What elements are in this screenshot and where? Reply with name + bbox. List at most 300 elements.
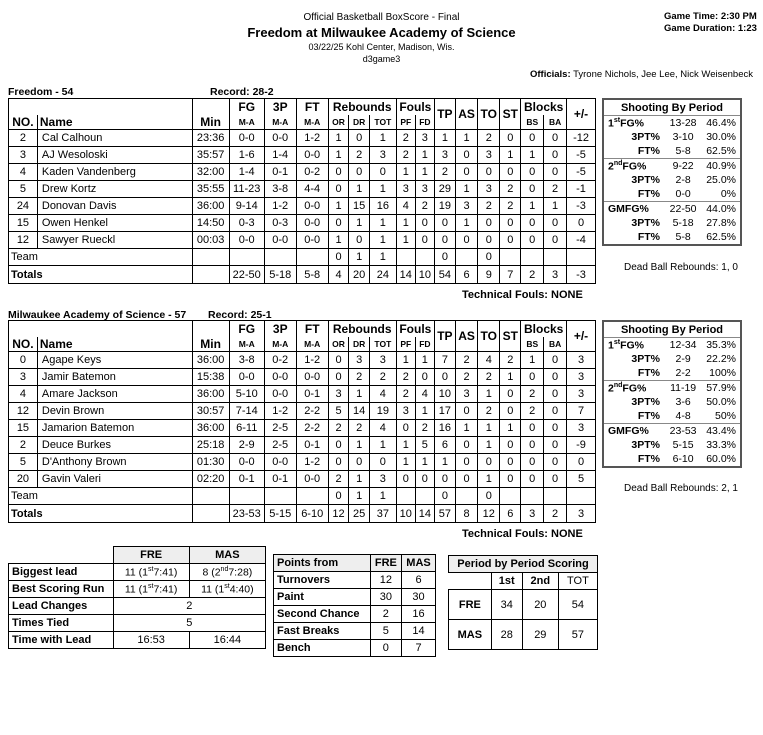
- team-to: 0: [478, 488, 500, 505]
- hdr-blocks: Blocks: [521, 321, 567, 338]
- team-pts: 0: [434, 488, 455, 505]
- player-min: 02:20: [192, 471, 229, 488]
- shooting-made-att: 12-34: [669, 339, 697, 351]
- hdr-ft: FT: [296, 321, 328, 338]
- player-pts: 10: [434, 386, 455, 403]
- player-fg: 9-14: [229, 198, 264, 215]
- shooting-made-att: 0-0: [675, 188, 691, 200]
- shooting-made-att: 23-53: [666, 424, 700, 439]
- player-tp: 0-0: [264, 232, 296, 249]
- hdr-blank: [192, 99, 229, 116]
- shooting-label: FT%: [637, 410, 660, 422]
- shooting-header-row: [603, 321, 741, 338]
- shooting-made-att: 11-19: [666, 381, 700, 396]
- player-fd: 1: [415, 352, 434, 369]
- player-name: Gavin Valeri: [37, 471, 192, 488]
- team-to: 0: [478, 249, 500, 266]
- stat-label: FG%: [622, 160, 647, 173]
- points-from-label: Fast Breaks: [274, 623, 371, 640]
- team-pts: 0: [434, 249, 455, 266]
- shooting-pct: 50.0%: [706, 396, 736, 408]
- player-or: 0: [328, 437, 349, 454]
- shooting-label: 3PT%: [631, 217, 660, 229]
- player-ba: 0: [544, 471, 567, 488]
- player-bs: 0: [521, 164, 544, 181]
- hdr-fouls: Fouls: [396, 321, 434, 338]
- player-as: 1: [455, 130, 477, 147]
- shooting-row: [603, 452, 741, 467]
- team-fg: [229, 249, 264, 266]
- team2-technical-fouls: Technical Fouls: NONE: [462, 528, 583, 540]
- hdr-or: OR: [328, 337, 349, 352]
- time-lead-label: Time with Lead: [9, 632, 114, 649]
- totals-bs: 2: [521, 266, 544, 284]
- player-dr: 14: [349, 403, 370, 420]
- player-ba: 2: [544, 181, 567, 198]
- player-as: 3: [455, 198, 477, 215]
- player-fd: 3: [415, 130, 434, 147]
- player-fg: 0-1: [229, 471, 264, 488]
- player-dr: 2: [349, 369, 370, 386]
- player-fg: 0-0: [229, 130, 264, 147]
- hdr-to: TO: [478, 321, 500, 352]
- shooting-label: 3PT%: [631, 439, 660, 451]
- period-label: 1: [608, 339, 614, 352]
- player-to: 0: [478, 215, 500, 232]
- points-from-mas: 16: [402, 606, 436, 623]
- player-min: 35:55: [192, 181, 229, 198]
- player-number: 12: [9, 232, 38, 249]
- player-pf: 1: [396, 454, 415, 471]
- points-from-row: [274, 589, 436, 606]
- player-as: 0: [455, 164, 477, 181]
- totals-pts: 54: [434, 266, 455, 284]
- player-pts: 6: [434, 437, 455, 454]
- player-as: 0: [455, 471, 477, 488]
- player-tot: 19: [369, 403, 396, 420]
- period-scoring-title: Period by Period Scoring: [449, 556, 598, 573]
- player-name: Jamir Batemon: [37, 369, 192, 386]
- player-bs: 0: [521, 232, 544, 249]
- best-run-label: Best Scoring Run: [9, 581, 114, 598]
- player-pf: 1: [396, 232, 415, 249]
- team-bs: [521, 249, 544, 266]
- player-number: 4: [9, 164, 38, 181]
- player-dr: 1: [349, 215, 370, 232]
- player-ft: 0-1: [296, 437, 328, 454]
- player-as: 2: [455, 369, 477, 386]
- team-label: Team: [9, 488, 193, 505]
- hdr-st: ST: [500, 321, 521, 352]
- player-name: Devin Brown: [37, 403, 192, 420]
- shooting-label: FT%: [637, 188, 660, 200]
- player-ba: 0: [544, 164, 567, 181]
- period-suffix: st: [613, 338, 621, 346]
- player-pm: 3: [567, 386, 596, 403]
- team2-title: Milwaukee Academy of Science - 57: [8, 309, 187, 321]
- player-pm: 0: [567, 454, 596, 471]
- shooting-pct: 57.9%: [700, 381, 741, 396]
- player-fd: 0: [415, 232, 434, 249]
- hdr-fg: FG: [229, 321, 264, 338]
- player-row: [9, 454, 596, 471]
- period-col-tot: TOT: [558, 573, 597, 590]
- period-label: 2: [608, 382, 614, 395]
- player-min: 23:36: [192, 130, 229, 147]
- team-min: [192, 249, 229, 266]
- player-min: 01:30: [192, 454, 229, 471]
- hdr-min: Min: [192, 337, 229, 352]
- shooting-label: [603, 159, 666, 174]
- player-bs: 2: [521, 386, 544, 403]
- header-row: [9, 321, 596, 338]
- team-min: [192, 488, 229, 505]
- totals-pm: -3: [567, 266, 596, 284]
- player-pf: 2: [396, 386, 415, 403]
- points-from-col-mas: MAS: [402, 555, 436, 572]
- player-name: Deuce Burkes: [37, 437, 192, 454]
- player-pf: 2: [396, 130, 415, 147]
- player-pts: 7: [434, 352, 455, 369]
- player-tot: 3: [369, 147, 396, 164]
- period-label: GM: [608, 425, 625, 437]
- hdr-blank: [9, 99, 193, 116]
- player-name: Jamarion Batemon: [37, 420, 192, 437]
- hdr-fg: FG: [229, 99, 264, 116]
- shooting-label: 3PT%: [631, 353, 660, 365]
- player-or: 1: [328, 147, 349, 164]
- shooting-title: Shooting By Period: [603, 321, 741, 338]
- team-fd: [415, 488, 434, 505]
- player-min: 15:38: [192, 369, 229, 386]
- shooting-label: FT%: [637, 453, 660, 465]
- player-pts: 0: [434, 232, 455, 249]
- player-fg: 0-3: [229, 215, 264, 232]
- player-name: Owen Henkel: [37, 215, 192, 232]
- team1-boxscore: [8, 98, 596, 284]
- player-to: 0: [478, 164, 500, 181]
- player-pts: 0: [434, 471, 455, 488]
- hdr-to: TO: [478, 99, 500, 130]
- player-ba: 0: [544, 215, 567, 232]
- player-fd: 2: [415, 198, 434, 215]
- player-fd: 1: [415, 164, 434, 181]
- totals-to: 9: [478, 266, 500, 284]
- period-label: 2: [608, 160, 614, 173]
- player-row: [9, 403, 596, 420]
- team-ba: [544, 488, 567, 505]
- period-col-1st: 1st: [491, 573, 522, 590]
- player-tp: 2-5: [264, 420, 296, 437]
- totals-pf: 14: [396, 266, 415, 284]
- player-row: [9, 471, 596, 488]
- shooting-made-att: 13-28: [669, 117, 697, 129]
- officials-label: Officials:: [529, 69, 571, 80]
- player-st: 0: [500, 403, 521, 420]
- player-fg: 0-0: [229, 232, 264, 249]
- player-st: 2: [500, 181, 521, 198]
- player-ft: 0-0: [296, 471, 328, 488]
- player-row: [9, 147, 596, 164]
- biggest-lead-fre: 11 (1st7:41): [113, 564, 189, 581]
- period-suffix: nd: [613, 159, 623, 167]
- period-suffix: st: [613, 116, 621, 124]
- player-bs: 0: [521, 420, 544, 437]
- period-team-fre: FRE: [449, 590, 492, 620]
- hdr-blank: [192, 321, 229, 338]
- player-or: 0: [328, 215, 349, 232]
- team1-technical-fouls: Technical Fouls: NONE: [462, 289, 583, 301]
- team-tp: [264, 249, 296, 266]
- hdr-dr: DR: [349, 337, 370, 352]
- player-pf: 1: [396, 437, 415, 454]
- player-number: 5: [9, 454, 38, 471]
- shooting-row: [603, 130, 741, 144]
- player-dr: 2: [349, 147, 370, 164]
- hdr-ft-ma: M-A: [296, 337, 328, 352]
- player-tot: 2: [369, 369, 396, 386]
- player-pm: -3: [567, 198, 596, 215]
- player-st: 0: [500, 471, 521, 488]
- shooting-label: [603, 116, 666, 131]
- team-dr: 1: [349, 488, 370, 505]
- player-tp: 0-1: [264, 471, 296, 488]
- player-ba: 0: [544, 352, 567, 369]
- team-st: [500, 249, 521, 266]
- player-fg: 6-11: [229, 420, 264, 437]
- player-as: 1: [455, 215, 477, 232]
- points-from-label: Second Chance: [274, 606, 371, 623]
- player-fd: 1: [415, 403, 434, 420]
- player-ft: 0-0: [296, 147, 328, 164]
- player-st: 0: [500, 215, 521, 232]
- shooting-made-att: 2-2: [675, 367, 691, 379]
- team2-record: Record: 25-1: [208, 309, 272, 321]
- player-fg: 1-4: [229, 164, 264, 181]
- player-number: 3: [9, 369, 38, 386]
- totals-as: 8: [455, 505, 477, 523]
- player-pf: 1: [396, 164, 415, 181]
- player-as: 0: [455, 437, 477, 454]
- points-from-fre: 2: [370, 606, 401, 623]
- player-number: 15: [9, 420, 38, 437]
- player-as: 0: [455, 454, 477, 471]
- player-pm: 7: [567, 403, 596, 420]
- hdr-dr: DR: [349, 115, 370, 130]
- shooting-row: [603, 381, 741, 396]
- team-pm: [567, 249, 596, 266]
- hdr-bs: BS: [521, 337, 544, 352]
- player-fg: 0-0: [229, 369, 264, 386]
- points-from-mas: 30: [402, 589, 436, 606]
- points-from-mas: 6: [402, 572, 436, 589]
- player-dr: 0: [349, 130, 370, 147]
- player-to: 2: [478, 130, 500, 147]
- team-tot: 1: [369, 249, 396, 266]
- shooting-row: [603, 424, 741, 439]
- player-tp: 0-0: [264, 386, 296, 403]
- player-ft: 0-0: [296, 215, 328, 232]
- player-ft: 2-2: [296, 420, 328, 437]
- player-pm: 3: [567, 352, 596, 369]
- totals-fd: 10: [415, 266, 434, 284]
- shooting-label: [603, 424, 666, 439]
- period-fre-2nd: 20: [522, 590, 558, 620]
- player-to: 4: [478, 352, 500, 369]
- player-name: Kaden Vandenberg: [37, 164, 192, 181]
- shooting-label: [603, 338, 666, 353]
- lead-changes-value: 2: [113, 598, 266, 615]
- stat-label: FG%: [620, 117, 644, 130]
- totals-fg: 22-50: [229, 266, 264, 284]
- totals-ba: 3: [544, 266, 567, 284]
- hdr-ba: BA: [544, 115, 567, 130]
- player-fd: 0: [415, 369, 434, 386]
- player-to: 0: [478, 232, 500, 249]
- player-dr: 0: [349, 164, 370, 181]
- player-or: 0: [328, 352, 349, 369]
- player-number: 15: [9, 215, 38, 232]
- hdr-fd: FD: [415, 115, 434, 130]
- summary-col-mas: MAS: [189, 547, 265, 564]
- hdr-pm: +/-: [567, 99, 596, 130]
- player-row: [9, 437, 596, 454]
- team1-shooting-panel: [602, 98, 742, 246]
- player-pf: 2: [396, 369, 415, 386]
- team-as: [455, 488, 477, 505]
- hdr-ft: FT: [296, 99, 328, 116]
- player-number: 20: [9, 471, 38, 488]
- shooting-label: 3PT%: [631, 174, 660, 186]
- game-summary-table: [8, 546, 266, 649]
- player-to: 2: [478, 403, 500, 420]
- player-tp: 1-2: [264, 403, 296, 420]
- totals-tot: 37: [369, 505, 396, 523]
- player-pts: 0: [434, 369, 455, 386]
- period-mas-2nd: 29: [522, 620, 558, 650]
- player-tp: 1-4: [264, 147, 296, 164]
- player-name: Sawyer Rueckl: [37, 232, 192, 249]
- team1-title: Freedom - 54: [8, 86, 74, 98]
- hdr-tp: TP: [434, 321, 455, 352]
- player-ft: 0-0: [296, 232, 328, 249]
- hdr-blocks: Blocks: [521, 99, 567, 116]
- player-st: 0: [500, 164, 521, 181]
- shooting-row: [603, 409, 741, 424]
- shooting-pct: 40.9%: [700, 159, 741, 174]
- summary-col-fre: FRE: [113, 547, 189, 564]
- player-number: 0: [9, 352, 38, 369]
- player-st: 1: [500, 147, 521, 164]
- shooting-row: [603, 187, 741, 202]
- player-pf: 1: [396, 352, 415, 369]
- player-bs: 0: [521, 215, 544, 232]
- player-ba: 0: [544, 369, 567, 386]
- player-ba: 0: [544, 420, 567, 437]
- shooting-pct: 100%: [709, 367, 736, 379]
- player-ft: 0-0: [296, 198, 328, 215]
- team-or: 0: [328, 488, 349, 505]
- player-row: [9, 164, 596, 181]
- player-ba: 0: [544, 232, 567, 249]
- totals-tot: 24: [369, 266, 396, 284]
- player-tot: 1: [369, 130, 396, 147]
- shooting-made-att: 5-8: [675, 231, 691, 243]
- team-label: Team: [9, 249, 193, 266]
- shooting-pct: 27.8%: [706, 217, 736, 229]
- shooting-pct: 30.0%: [706, 131, 736, 143]
- hdr-name: Name: [37, 337, 192, 352]
- player-fd: 2: [415, 420, 434, 437]
- points-from-fre: 0: [370, 640, 401, 657]
- shooting-pct: 43.4%: [700, 424, 741, 439]
- shooting-label: FT%: [637, 367, 660, 379]
- player-ft: 4-4: [296, 181, 328, 198]
- totals-st: 7: [500, 266, 521, 284]
- totals-pm: 3: [567, 505, 596, 523]
- player-ft: 0-1: [296, 386, 328, 403]
- player-ba: 1: [544, 198, 567, 215]
- player-name: Donovan Davis: [37, 198, 192, 215]
- player-pts: 1: [434, 454, 455, 471]
- player-fg: 1-6: [229, 147, 264, 164]
- player-to: 1: [478, 386, 500, 403]
- player-pf: 3: [396, 403, 415, 420]
- player-number: 2: [9, 130, 38, 147]
- times-tied-label: Times Tied: [9, 615, 114, 632]
- hdr-tp-ma: M-A: [264, 115, 296, 130]
- team1-dead-ball: Dead Ball Rebounds: 1, 0: [624, 262, 738, 273]
- player-tot: 16: [369, 198, 396, 215]
- player-to: 1: [478, 420, 500, 437]
- player-bs: 0: [521, 130, 544, 147]
- player-or: 0: [328, 369, 349, 386]
- game-summary: [8, 546, 266, 649]
- points-from-label: Bench: [274, 640, 371, 657]
- team2-boxscore: [8, 320, 596, 523]
- shooting-made-att: 2-8: [675, 174, 691, 186]
- player-number: 3: [9, 147, 38, 164]
- player-to: 1: [478, 437, 500, 454]
- team-ft: [296, 488, 328, 505]
- totals-fg: 23-53: [229, 505, 264, 523]
- player-bs: 0: [521, 181, 544, 198]
- player-tp: 0-1: [264, 164, 296, 181]
- player-fg: 11-23: [229, 181, 264, 198]
- player-min: 35:57: [192, 147, 229, 164]
- game-time-block: [664, 11, 757, 35]
- matchup-title: Freedom at Milwaukee Academy of Science: [247, 25, 516, 40]
- player-pf: 0: [396, 420, 415, 437]
- shooting-row: [603, 438, 741, 452]
- shooting-label: [603, 202, 666, 217]
- player-tp: 0-3: [264, 215, 296, 232]
- totals-or: 12: [328, 505, 349, 523]
- player-to: 3: [478, 181, 500, 198]
- player-bs: 1: [521, 352, 544, 369]
- player-as: 2: [455, 352, 477, 369]
- points-from-table: [273, 554, 436, 657]
- player-to: 3: [478, 147, 500, 164]
- team-ba: [544, 249, 567, 266]
- times-tied-value: 5: [113, 615, 266, 632]
- player-tot: 1: [369, 232, 396, 249]
- totals-ft: 6-10: [296, 505, 328, 523]
- player-ba: 0: [544, 147, 567, 164]
- team-tot: 1: [369, 488, 396, 505]
- player-dr: 1: [349, 471, 370, 488]
- totals-row: [9, 266, 596, 284]
